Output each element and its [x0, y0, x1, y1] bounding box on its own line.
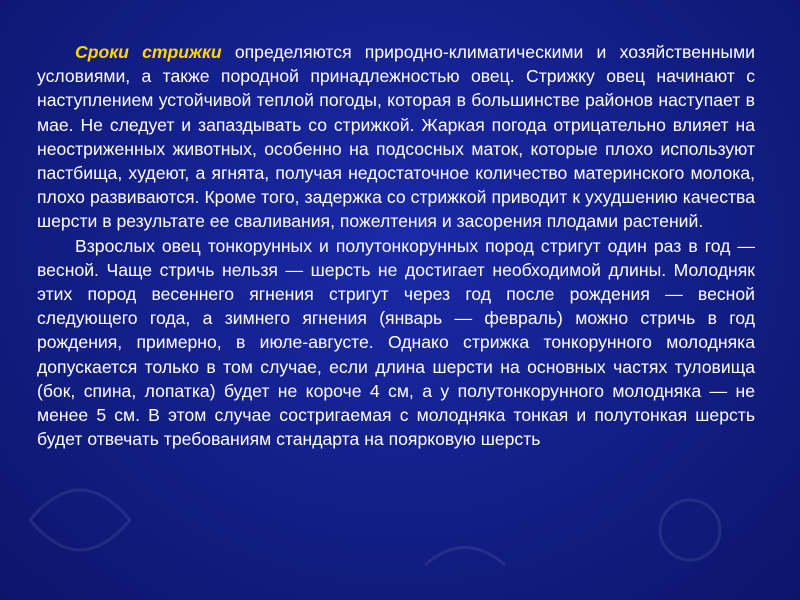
paragraph-shearing-timing [37, 40, 755, 234]
highlight-term: Сроки стрижки [75, 42, 222, 62]
slide-body [37, 40, 755, 451]
paragraph-text: Взрослых овец тонкорунных и полутонкорунных пород стригут один раз в год — весной. Чаще стричь нельзя — шерсть не достигает необходимой длины. Молодняк этих пород весеннего ягнения стригут через год после рождения — весной следующего года, а зимнего ягнения (январь — февраль) можно стричь в год рождения, примерно, в июле-августе. Однако стрижка тонкорунного молодняка допускается только в том случае, если длина шерсти на основных частях туловища (бок, спина, лопатка) будет не короче 4 см, а у полутонкорунного молодняка — не менее 5 см. В этом случае состригаемая с молодняка тонкая и полутонкая шерсть будет отвечать требованиям стандарта на поярковую шерсть [37, 235, 755, 450]
paragraph-shearing-frequency [37, 234, 755, 452]
decorative-swirl-icon [20, 460, 140, 580]
decorative-swirl-icon [420, 540, 510, 590]
decorative-swirl-icon [640, 480, 740, 580]
paragraph-text: определяются природно-климатическими и хозяйственными условиями, а также породной принадлежностью овец. Стрижку овец начинают с наступлением устойчивой теплой погоды, которая в большинстве районов наступает в мае. Не следует и запаздывать со стрижкой. Жаркая погода отрицательно влияет на неостриженных животных, особенно на подсосных маток, которые плохо используют пастбища, худеют, а ягнята, получая недостаточное количество материнского молока, плохо развиваются. Кроме того, задержка со стрижкой приводит к ухудшению качества шерсти в результате ее сваливания, пожелтения и засорения плодами растений. [37, 42, 755, 232]
